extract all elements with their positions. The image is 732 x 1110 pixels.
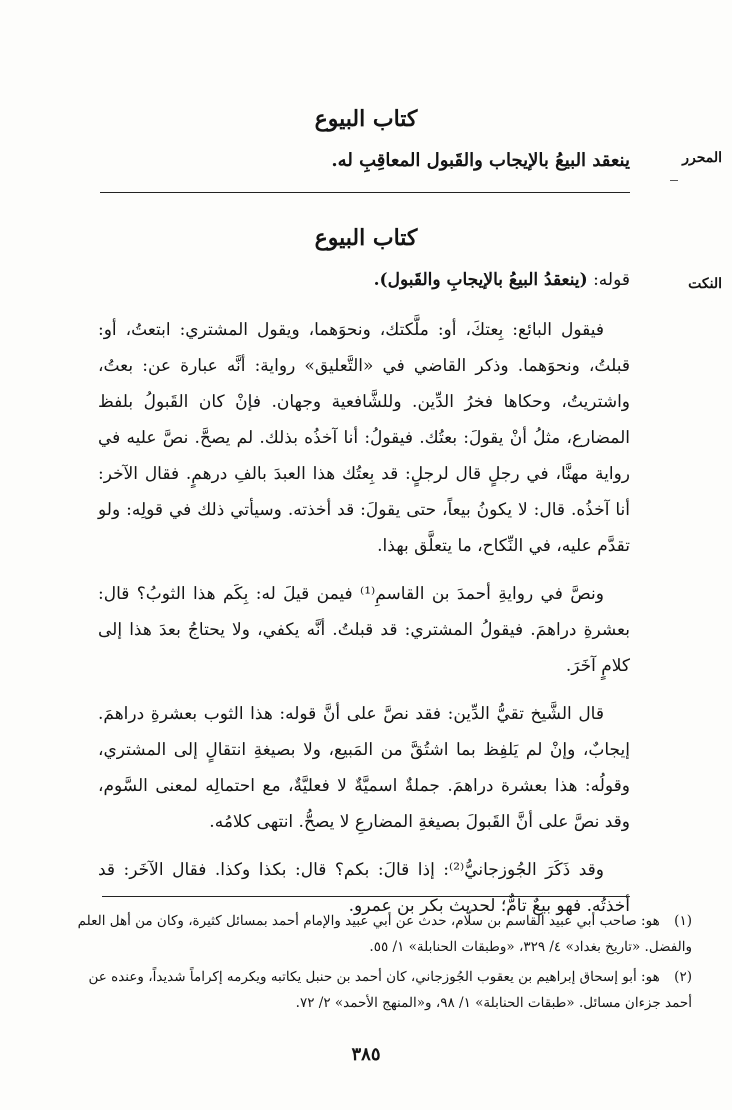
footnote-1: [70, 908, 692, 960]
footnote-1-text: هو: صاحب أبي عبيد القاسم بن سلّام، حدث عن أبي عبيد والإمام أحمد بمسائل كثيرة، وكان من أهل العلم والفضل. «تاريخ بغداد» ٤/ ٣٢٩، «وطبقات الحنابلة» ١/ ٥٥.: [77, 913, 692, 955]
footnotes: [70, 908, 692, 1016]
paragraph-1: فيقول البائع: بِعتكَ، أو: ملَّكتك، ونحوَهما، ويقول المشتري: ابتعتُ، أو: قبلتُ، ونحوَهما. وذكر القاضي في «التَّعليق» رواية: أنَّه عبارة عن: بعتُ، واشتريتُ، وحكاها فخرُ الدِّين. وللشَّافعية وجهان. فإنْ كان القَبولُ بلفظ المضارع، مثلُ أنْ يقولَ: بعتُك. فيقولُ: أنا آخذُه بذلك. لم يصحَّ. نصَّ عليه في رواية مهنَّا، في رجلٍ قال لرجلٍ: قد بِعتُك هذا العبدَ بالفِ درهمٍ. فقال الآخر: أنا آخذُه. قال: لا يكونُ بيعاً، حتى يقولَ: قد أخذته. وسيأتي ذلك في قولِه: ولو تقدَّم عليه، في النِّكاح، ما يتعلَّق بهذا.: [98, 320, 630, 556]
commentary-body: [98, 312, 630, 924]
section-separator: [100, 192, 630, 193]
book-title-top: كتاب البيوع: [314, 106, 418, 132]
paragraph-4: وقد ذَكَرَ الجُوزجانيُّ⁽²⁾: إذا قالَ: بكم؟ قال: بكذا وكذا. فقال الآخَر: قد أخذتُه. فهو بيعٌ تامٌّ؛ لحديث بكر بن عمرو.: [98, 860, 630, 916]
book-title-second: كتاب البيوع: [314, 225, 418, 251]
paragraph-2: ونصَّ في روايةِ أحمدَ بن القاسمِ⁽¹⁾ فيمن قيلَ له: بِكَم هذا الثوبُ؟ قال: بعشرةِ دراهمَ. فيقولُ المشتري: قد قبلتُ. أنَّه يكفي، ولا يحتاجُ بعدَ هذا إلى كلامٍ آخَرَ.: [98, 584, 630, 676]
footnote-separator: [102, 896, 630, 897]
main-text: ينعقد البيعُ بالإيجاب والقَبول المعاقِبِ له.: [331, 150, 630, 171]
quote-line: [98, 270, 630, 290]
footnote-2: [70, 964, 692, 1016]
footnote-2-number: (٢): [674, 969, 692, 985]
side-label-nukat: النكت: [688, 276, 722, 292]
footnote-2-text: هو: أبو إسحاق إبراهيم بن يعقوب الجُوزجاني، كان أحمد بن حنبل يكاتبه ويكرمه إكراماً شديداً، وعنده عن أحمد جزءان مسائل. «طبقات الحنابلة» ١/ ٩٨، و«المنهج الأحمد» ٢/ ٧٢.: [88, 969, 692, 1011]
side-label-dash: [670, 180, 678, 181]
page-number: ٣٨٥: [351, 1044, 381, 1065]
footnote-1-number: (١): [674, 913, 692, 929]
side-label-muharrar: المحرر: [682, 150, 722, 166]
paragraph-3: قال الشَّيخ تقيُّ الدِّين: فقد نصَّ على أنَّ قوله: هذا الثوب بعشرةِ دراهمَ. إيجابٌ، وإنْ لم يَلفِظ بما اشتُقَّ من المَبيع، ولا بصيغةِ انتقالٍ إلى المشتري، وقولُه: هذا بعشرة دراهمَ. جملةٌ اسميَّةٌ لا فعليَّةٌ، مع احتمالِه لمعنى السَّوم، وقد نصَّ على أنَّ القَبولَ بصيغةِ المضارعِ لا يصحُّ. انتهى كلامُه.: [98, 704, 630, 832]
quote-text: (ينعقدُ البيعُ بالإيجابِ والقَبول).: [373, 270, 588, 290]
quote-label: قوله:: [593, 270, 630, 290]
